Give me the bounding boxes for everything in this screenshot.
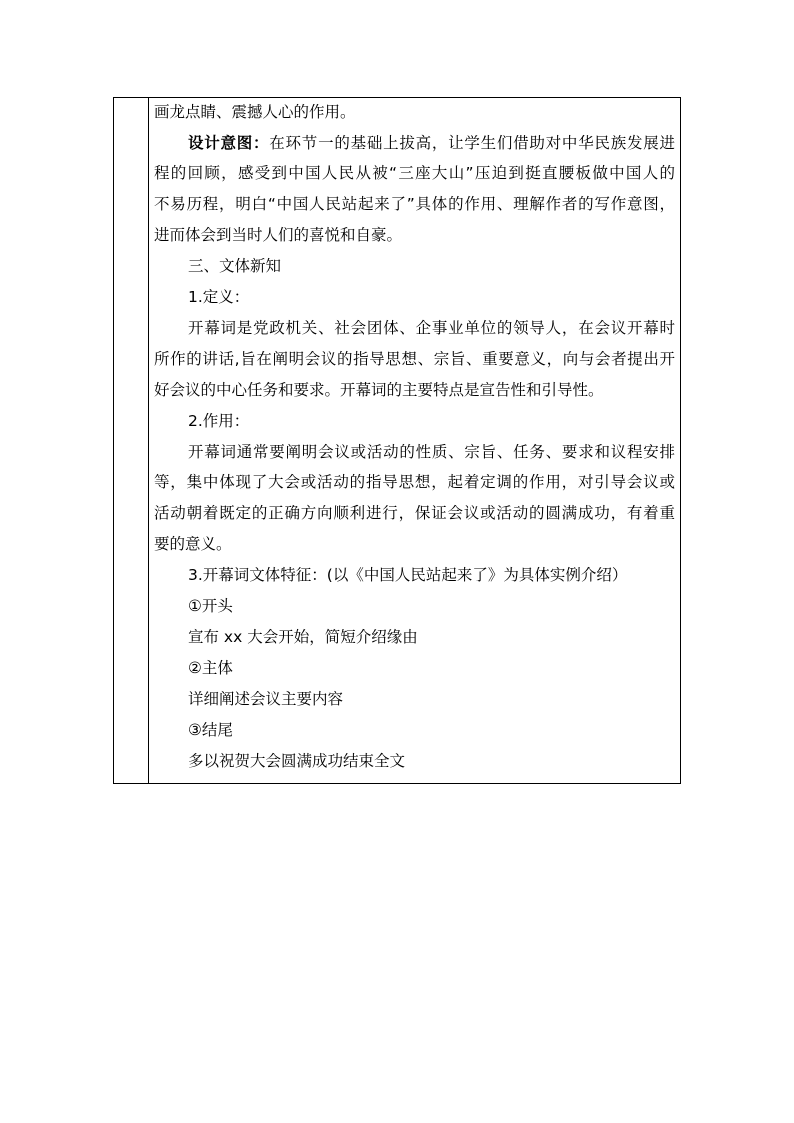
paragraph-line: 不易历程，明白“中国人民站起来了”具体的作用、理解作者的写作意图，: [154, 195, 675, 213]
sub-heading: ②主体: [188, 659, 233, 677]
paragraph-line: 开幕词通常要阐明会议或活动的性质、宗旨、任务、要求和议程安排: [188, 443, 675, 461]
lesson-plan-table: [113, 97, 681, 784]
design-intent-line: [188, 132, 675, 154]
table-left-column: [114, 98, 149, 783]
paragraph-line: 活动朝着既定的正确方向顺利进行，保证会议或活动的圆满成功，有着重: [154, 504, 675, 522]
item-heading: 1.定义：: [188, 288, 250, 306]
paragraph-line: 要的意义。: [154, 535, 232, 553]
section-heading: 三、文体新知: [188, 257, 282, 275]
sub-text: 宣布 xx 大会开始，简短介绍缘由: [188, 628, 418, 646]
paragraph-line: 程的回顾，感受到中国人民从被“三座大山”压迫到挺直腰板做中国人的: [154, 164, 675, 182]
design-intent-text: 在环节一的基础上拔高，让学生们借助对中华民族发展进: [269, 134, 675, 152]
paragraph-line: 等，集中体现了大会或活动的指导思想，起着定调的作用，对引导会议或: [154, 473, 675, 491]
sub-heading: ①开头: [188, 597, 233, 615]
paragraph-line: 画龙点睛、震撼人心的作用。: [154, 103, 356, 121]
paragraph-line: 所作的讲话,旨在阐明会议的指导思想、宗旨、重要意义，向与会者提出开: [154, 350, 675, 368]
paragraph-line: 开幕词是党政机关、社会团体、企事业单位的领导人，在会议开幕时: [188, 319, 675, 337]
paragraph-line: 进而体会到当时人们的喜悦和自豪。: [154, 226, 403, 244]
paragraph-line: 好会议的中心任务和要求。开幕词的主要特点是宣告性和引导性。: [154, 381, 604, 399]
sub-text: 多以祝贺大会圆满成功结束全文: [188, 752, 406, 770]
table-content-cell: [149, 98, 680, 783]
item-heading: 3.开幕词文体特征：(以《中国人民站起来了》为具体实例介绍）: [188, 566, 628, 584]
sub-text: 详细阐述会议主要内容: [188, 690, 344, 708]
design-intent-label: 设计意图：: [188, 134, 270, 152]
sub-heading: ③结尾: [188, 721, 233, 739]
item-heading: 2.作用：: [188, 412, 250, 430]
